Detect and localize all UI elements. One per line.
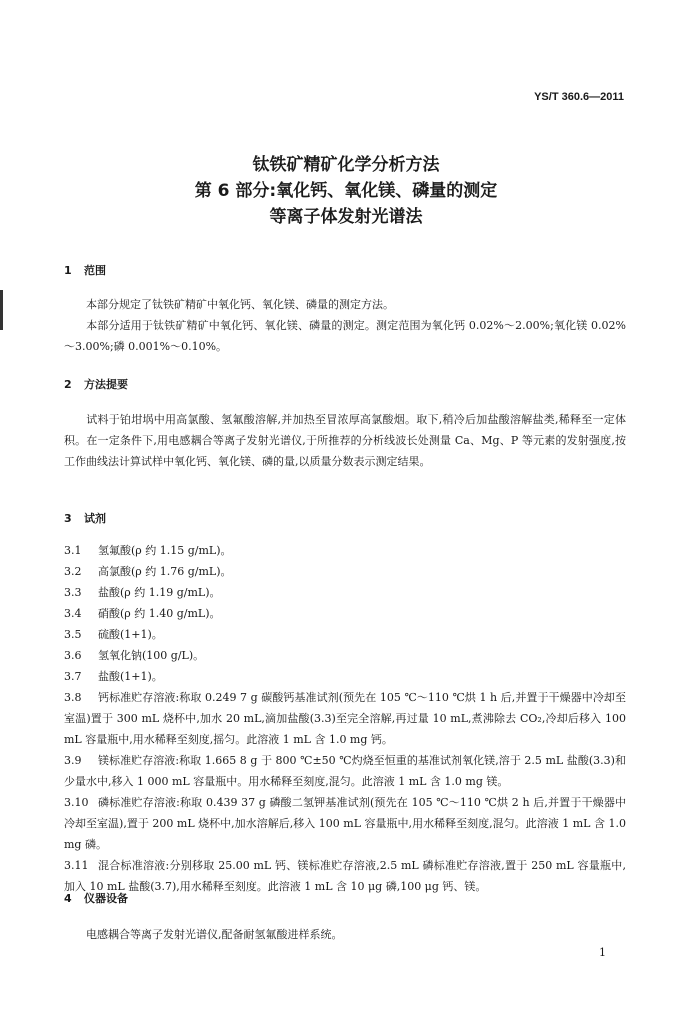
section-number: 3 xyxy=(64,512,72,525)
standard-number: YS/T 360.6—2011 xyxy=(534,91,624,103)
item-number: 3.10 xyxy=(64,796,89,809)
item-number: 3.9 xyxy=(64,754,82,767)
section-title: 方法提要 xyxy=(84,378,128,391)
paragraph-text: 电感耦合等离子发射光谱仪,配备耐氢氟酸进样系统。 xyxy=(86,928,343,941)
paragraph-text: 本部分适用于钛铁矿精矿中氧化钙、氧化镁、磷量的测定。测定范围为氧化钙 0.02%～2.00%;氧化镁 0.02%～3.00%;磷 0.001%～0.10%。 xyxy=(64,319,626,353)
item-text: 高氯酸(ρ 约 1.76 g/mL)。 xyxy=(98,565,232,578)
reagent-item xyxy=(64,687,626,750)
item-text: 氢氟酸(ρ 约 1.15 g/mL)。 xyxy=(98,544,232,557)
section-number: 2 xyxy=(64,378,72,391)
section-number: 1 xyxy=(64,264,72,277)
title-line-3: 等离子体发射光谱法 xyxy=(269,207,423,227)
item-text: 混合标准溶液:分别移取 25.00 mL 钙、镁标准贮存溶液,2.5 mL 磷标准贮存溶液,置于 250 mL 容量瓶中,加入 10 mL 盐酸(3.7),用水稀释至刻度。此溶液 1 mL 含 10 μg 磷,100 μg 钙、镁。 xyxy=(64,859,626,893)
paragraph-text: 试料于铂坩埚中用高氯酸、氢氟酸溶解,并加热至冒浓厚高氯酸烟。取下,稍冷后加盐酸溶解盐类,稀释至一定体积。在一定条件下,用电感耦合等离子发射光谱仪,于所推荐的分析线波长处测量 Ca、Mg、P 等元素的发射强度,按工作曲线法计算试样中氧化钙、氧化镁、磷的量,以质量分数表示测定结果。 xyxy=(64,413,626,468)
reagent-item xyxy=(64,645,626,666)
section-number: 4 xyxy=(64,892,72,905)
item-text: 硫酸(1+1)。 xyxy=(98,628,163,641)
item-text: 盐酸(ρ 约 1.19 g/mL)。 xyxy=(98,586,221,599)
item-text: 硝酸(ρ 约 1.40 g/mL)。 xyxy=(98,607,221,620)
section-1-heading xyxy=(64,262,106,278)
reagent-item xyxy=(64,603,626,624)
reagent-item xyxy=(64,750,626,792)
section-2-paragraph-1 xyxy=(64,409,626,472)
reagent-item xyxy=(64,855,626,897)
reagent-list xyxy=(64,540,626,897)
item-number: 3.6 xyxy=(64,649,82,662)
reagent-item xyxy=(64,624,626,645)
section-title: 仪器设备 xyxy=(84,892,128,905)
reagent-item xyxy=(64,582,626,603)
section-4-paragraph-1 xyxy=(64,924,626,945)
item-text: 镁标准贮存溶液:称取 1.665 8 g 于 800 ℃±50 ℃灼烧至恒重的基准试剂氧化镁,溶于 2.5 mL 盐酸(3.3)和少量水中,移入 1 000 mL 容量瓶中。用水稀释至刻度,混匀。此溶液 1 mL 含 1.0 mg 镁。 xyxy=(64,754,626,788)
reagent-item xyxy=(64,666,626,687)
section-2-heading xyxy=(64,376,128,392)
item-number: 3.3 xyxy=(64,586,82,599)
item-number: 3.1 xyxy=(64,544,82,557)
item-number: 3.5 xyxy=(64,628,82,641)
section-1-paragraph-2 xyxy=(64,315,626,357)
item-text: 氢氧化钠(100 g/L)。 xyxy=(98,649,205,662)
item-text: 钙标准贮存溶液:称取 0.249 7 g 碳酸钙基准试剂(预先在 105 ℃～110 ℃烘 1 h 后,并置于干燥器中冷却至室温)置于 300 mL 烧杯中,加水 20 mL,滴加盐酸(3.3)至完全溶解,再过量 10 mL,煮沸除去 CO₂,冷却后移入 100 mL 容量瓶中,用水稀释至刻度,摇匀。此溶液 1 mL 含 1.0 mg 钙。 xyxy=(64,691,626,746)
section-title: 范围 xyxy=(84,264,106,277)
item-text: 磷标准贮存溶液:称取 0.439 37 g 磷酸二氢钾基准试剂(预先在 105 ℃～110 ℃烘 2 h 后,并置于干燥器中冷却至室温),置于 200 mL 烧杯中,加水溶解后,移入 100 mL 容量瓶中,用水稀释至刻度,混匀。此溶液 1 mL 含 1.0 mg 磷。 xyxy=(64,796,626,851)
section-3-heading xyxy=(64,510,106,526)
item-number: 3.8 xyxy=(64,691,82,704)
item-text: 盐酸(1+1)。 xyxy=(98,670,163,683)
section-1-paragraph-1 xyxy=(64,294,626,315)
section-title: 试剂 xyxy=(84,512,106,525)
reagent-item xyxy=(64,540,626,561)
reagent-item xyxy=(64,561,626,582)
item-number: 3.7 xyxy=(64,670,82,683)
item-number: 3.2 xyxy=(64,565,82,578)
item-number: 3.11 xyxy=(64,859,89,872)
item-number: 3.4 xyxy=(64,607,82,620)
section-4-heading xyxy=(64,890,128,906)
scan-edge-mark xyxy=(0,290,3,330)
title-line-2: 第 6 部分:氧化钙、氧化镁、磷量的测定 xyxy=(194,181,498,201)
page-number: 1 xyxy=(599,946,606,959)
title-line-1: 钛铁矿精矿化学分析方法 xyxy=(252,155,440,175)
paragraph-text: 本部分规定了钛铁矿精矿中氧化钙、氧化镁、磷量的测定方法。 xyxy=(86,298,394,311)
reagent-item xyxy=(64,792,626,855)
